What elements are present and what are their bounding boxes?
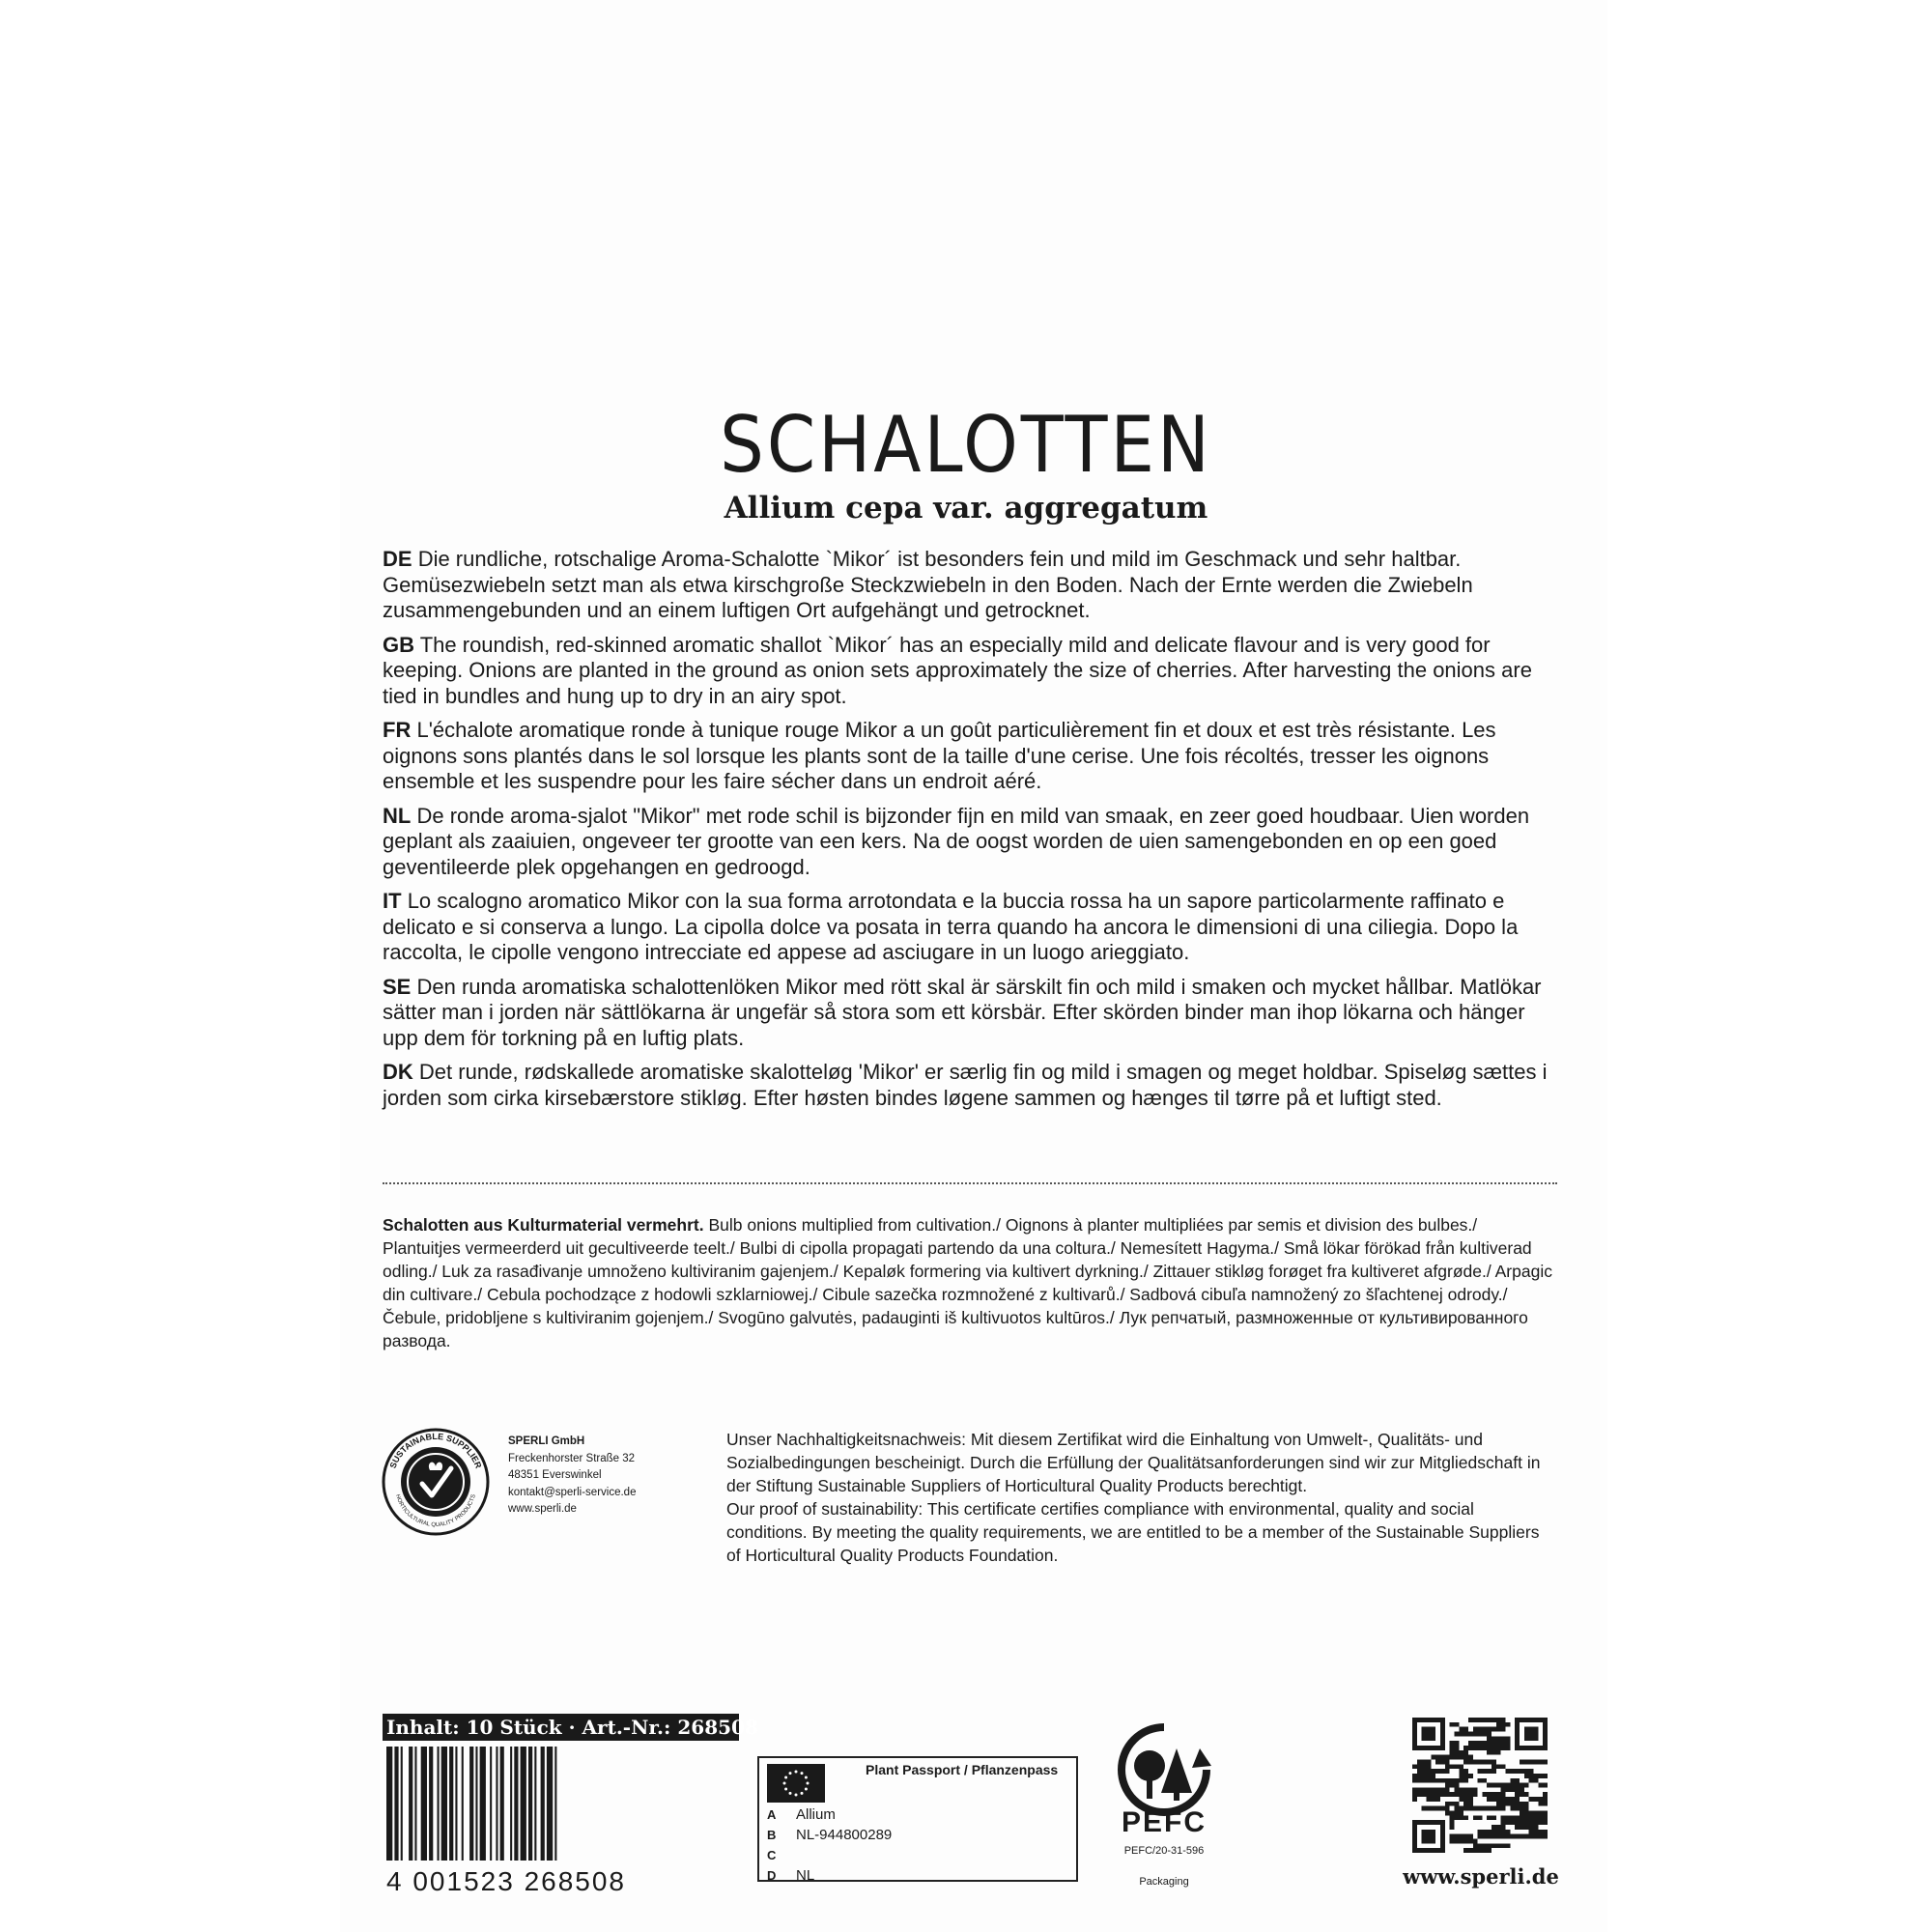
pefc-note: Packaging: [1139, 1876, 1189, 1888]
plant-passport-rows: [767, 1804, 1070, 1886]
passport-value: NL-944800289: [796, 1827, 893, 1843]
sustainability-de: Unser Nachhaltigkeitsnachweis: Mit diesem Zertifikat wird die Einhaltung von Umwelt-, Qualitäts- und Sozialbedingungen bescheinigt. Durch die Erfüllung der Qualitätsanforderungen sind wir zur Mitgliedschaft in der Stiftung Sustainable Suppliers of Horticultural Quality Products berechtigt.: [726, 1430, 1541, 1495]
eu-flag-icon: [767, 1764, 825, 1803]
seal-top-text: SUSTAINABLE SUPPLIER: [387, 1431, 484, 1470]
language-code: SE: [383, 974, 412, 999]
passport-value: NL: [796, 1867, 815, 1884]
dotted-divider: [383, 1182, 1557, 1184]
passport-row: [767, 1865, 1070, 1886]
description-it: [383, 889, 1559, 966]
description-fr: [383, 718, 1559, 795]
plant-passport: [757, 1756, 1078, 1882]
passport-key: B: [767, 1828, 777, 1842]
description-text: Det runde, rødskallede aromatiske skalotteløg 'Mikor' er særlig fin og mild i smagen og meget holdbar. Spiseløg sættes i jorden som cirka kirsebærstore stikløg. Efter høsten bindes løgene sammen og hænges til tørre på et luftigt sted.: [383, 1060, 1548, 1110]
barcode-number: 4 001523 268508: [386, 1866, 626, 1896]
barcode: [383, 1747, 682, 1882]
description-nl: [383, 804, 1559, 881]
company-name: SPERLI GmbH: [508, 1435, 585, 1447]
description-text: Lo scalogno aromatico Mikor con la sua forma arrotondata e la buccia rossa ha un sapore particolarmente raffinato e delicato e si conserva a lungo. La cipolla dolce va posata in terra quando ha ancora le dimensioni di una ciliegia. Dopo la raccolta, le cipolle vengono intrecciate ed appese ad asciugare in un luogo arieggiato.: [383, 889, 1519, 964]
pefc-label: PEFC: [1121, 1806, 1207, 1838]
seal-bottom-text: HORTICULTURAL QUALITY PRODUCTS: [394, 1493, 477, 1529]
passport-key: C: [767, 1848, 777, 1862]
description-text: L'échalote aromatique ronde à tunique rouge Mikor a un goût particulièrement fin et doux et est très résistante. Les oignons sons plantés dans le sol lorsque les plants sont de la taille d'une cerise. Une fois récoltés, tresser les oignons ensemble et les suspendre pour les faire sécher dans un endroit aéré.: [383, 718, 1496, 793]
passport-key: D: [767, 1868, 777, 1883]
multiplied-lead: Schalotten aus Kulturmaterial vermehrt.: [383, 1215, 704, 1235]
language-code: DK: [383, 1060, 413, 1084]
multiplied-note: [383, 1213, 1559, 1352]
pefc-code: PEFC/20-31-596: [1123, 1845, 1205, 1857]
company-street: Freckenhorster Straße 32: [508, 1452, 636, 1464]
plant-passport-title: Plant Passport / Pflanzenpass: [866, 1762, 1059, 1777]
company-city: 48351 Everswinkel: [508, 1469, 602, 1481]
description-text: Die rundliche, rotschalige Aroma-Schalotte `Mikor´ ist besonders fein und mild im Geschmack und sehr haltbar. Gemüsezwiebeln setzt man als etwa kirschgroße Steckzwiebeln in den Boden. Nach der Ernte werden die Zwiebeln zusammengebunden und an einem luftigen Ort aufgehängt und getrocknet.: [383, 547, 1473, 622]
page-title: SCHALOTTEN: [720, 398, 1212, 491]
qr-code[interactable]: [1412, 1718, 1548, 1853]
language-code: DE: [383, 547, 412, 571]
description-de: [383, 547, 1559, 624]
language-code: FR: [383, 718, 412, 742]
description-dk: [383, 1060, 1559, 1111]
multiplied-text: Bulb onions multiplied from cultivation./ Oignons à planter multipliées par semis et division des bulbes./ Plantuitjes vermeerderd uit gecultiveerde teelt./ Bulbi di cipolla propagati partendo da una coltura./ Nemesített Hagyma./ Små lökar förökad från kultiverad odling./ Luk za rasađivanje umnoženo kultiviranim gajenjem./ Kepaløk formering via kultivert dyrkning./ Zittauer stikløg forøget fra kultiveret afgrøde./ Arpagic din cultivare./ Cebula pochodzące z hodowli szklarniowej./ Cibule sazečka rozmnožené z kultivarů./ Sadbová cibuľa namnožený zo šľachtenej odrody./ Čebule, pridobljene s kultiviranim gojenjem./ Svogūno galvutės, padauginti iš kultivuotos kultūros./ Лук репчатый, размноженные от культивированного развода.: [383, 1215, 1552, 1350]
sustainability-statement: [726, 1428, 1557, 1567]
company-address: [508, 1434, 636, 1519]
passport-row: [767, 1804, 1070, 1825]
passport-key: A: [767, 1807, 777, 1822]
description-text: The roundish, red-skinned aromatic shallot `Mikor´ has an especially mild and delicate flavour and is very good for keeping. Onions are planted in the ground as onion sets approximately the size of cherries. After harvesting the onions are tied in bundles and hung up to dry in an airy spot.: [383, 632, 1532, 708]
descriptions: [383, 547, 1559, 1120]
website-link[interactable]: www.sperli.de: [1403, 1864, 1559, 1889]
language-code: GB: [383, 632, 414, 657]
sustainable-supplier-seal: [382, 1428, 490, 1536]
description-se: [383, 975, 1559, 1052]
description-text: Den runda aromatiska schalottenlöken Mikor med rött skal är särskilt fin och mild i smaken och mycket hållbar. Matlökar sätter man i jorden när sättlökarna är ungefär så stora som ett körsbär. Efter skörden binder man ihop lökarna och hänger upp dem för torkning på en luftig plats.: [383, 974, 1542, 1050]
content-label: Inhalt: 10 Stück · Art.-Nr.: 268508: [383, 1714, 739, 1741]
language-code: IT: [383, 889, 402, 913]
passport-value: Allium: [796, 1806, 836, 1823]
passport-row: [767, 1845, 1070, 1865]
passport-row: [767, 1825, 1070, 1845]
company-email[interactable]: kontakt@sperli-service.de: [508, 1486, 637, 1498]
sustainability-en: Our proof of sustainability: This certificate certifies compliance with environmental, quality and social conditions. By meeting the quality requirements, we are entitled to be a member of the Sustainable Suppliers of Horticultural Quality Products Foundation.: [726, 1499, 1540, 1565]
botanical-name: Allium cepa var. aggregatum: [724, 491, 1208, 526]
description-gb: [383, 633, 1559, 710]
company-web[interactable]: www.sperli.de: [508, 1503, 577, 1515]
description-text: De ronde aroma-sjalot "Mikor" met rode schil is bijzonder fijn en mild van smaak, en zeer goed houdbaar. Uien worden geplant als zaaiuien, ongeveer ter grootte van een kers. Na de oogst worden de uien samengebonden en op een goed geventileerde plek opgehangen en gedroogd.: [383, 803, 1530, 879]
language-code: NL: [383, 803, 412, 828]
